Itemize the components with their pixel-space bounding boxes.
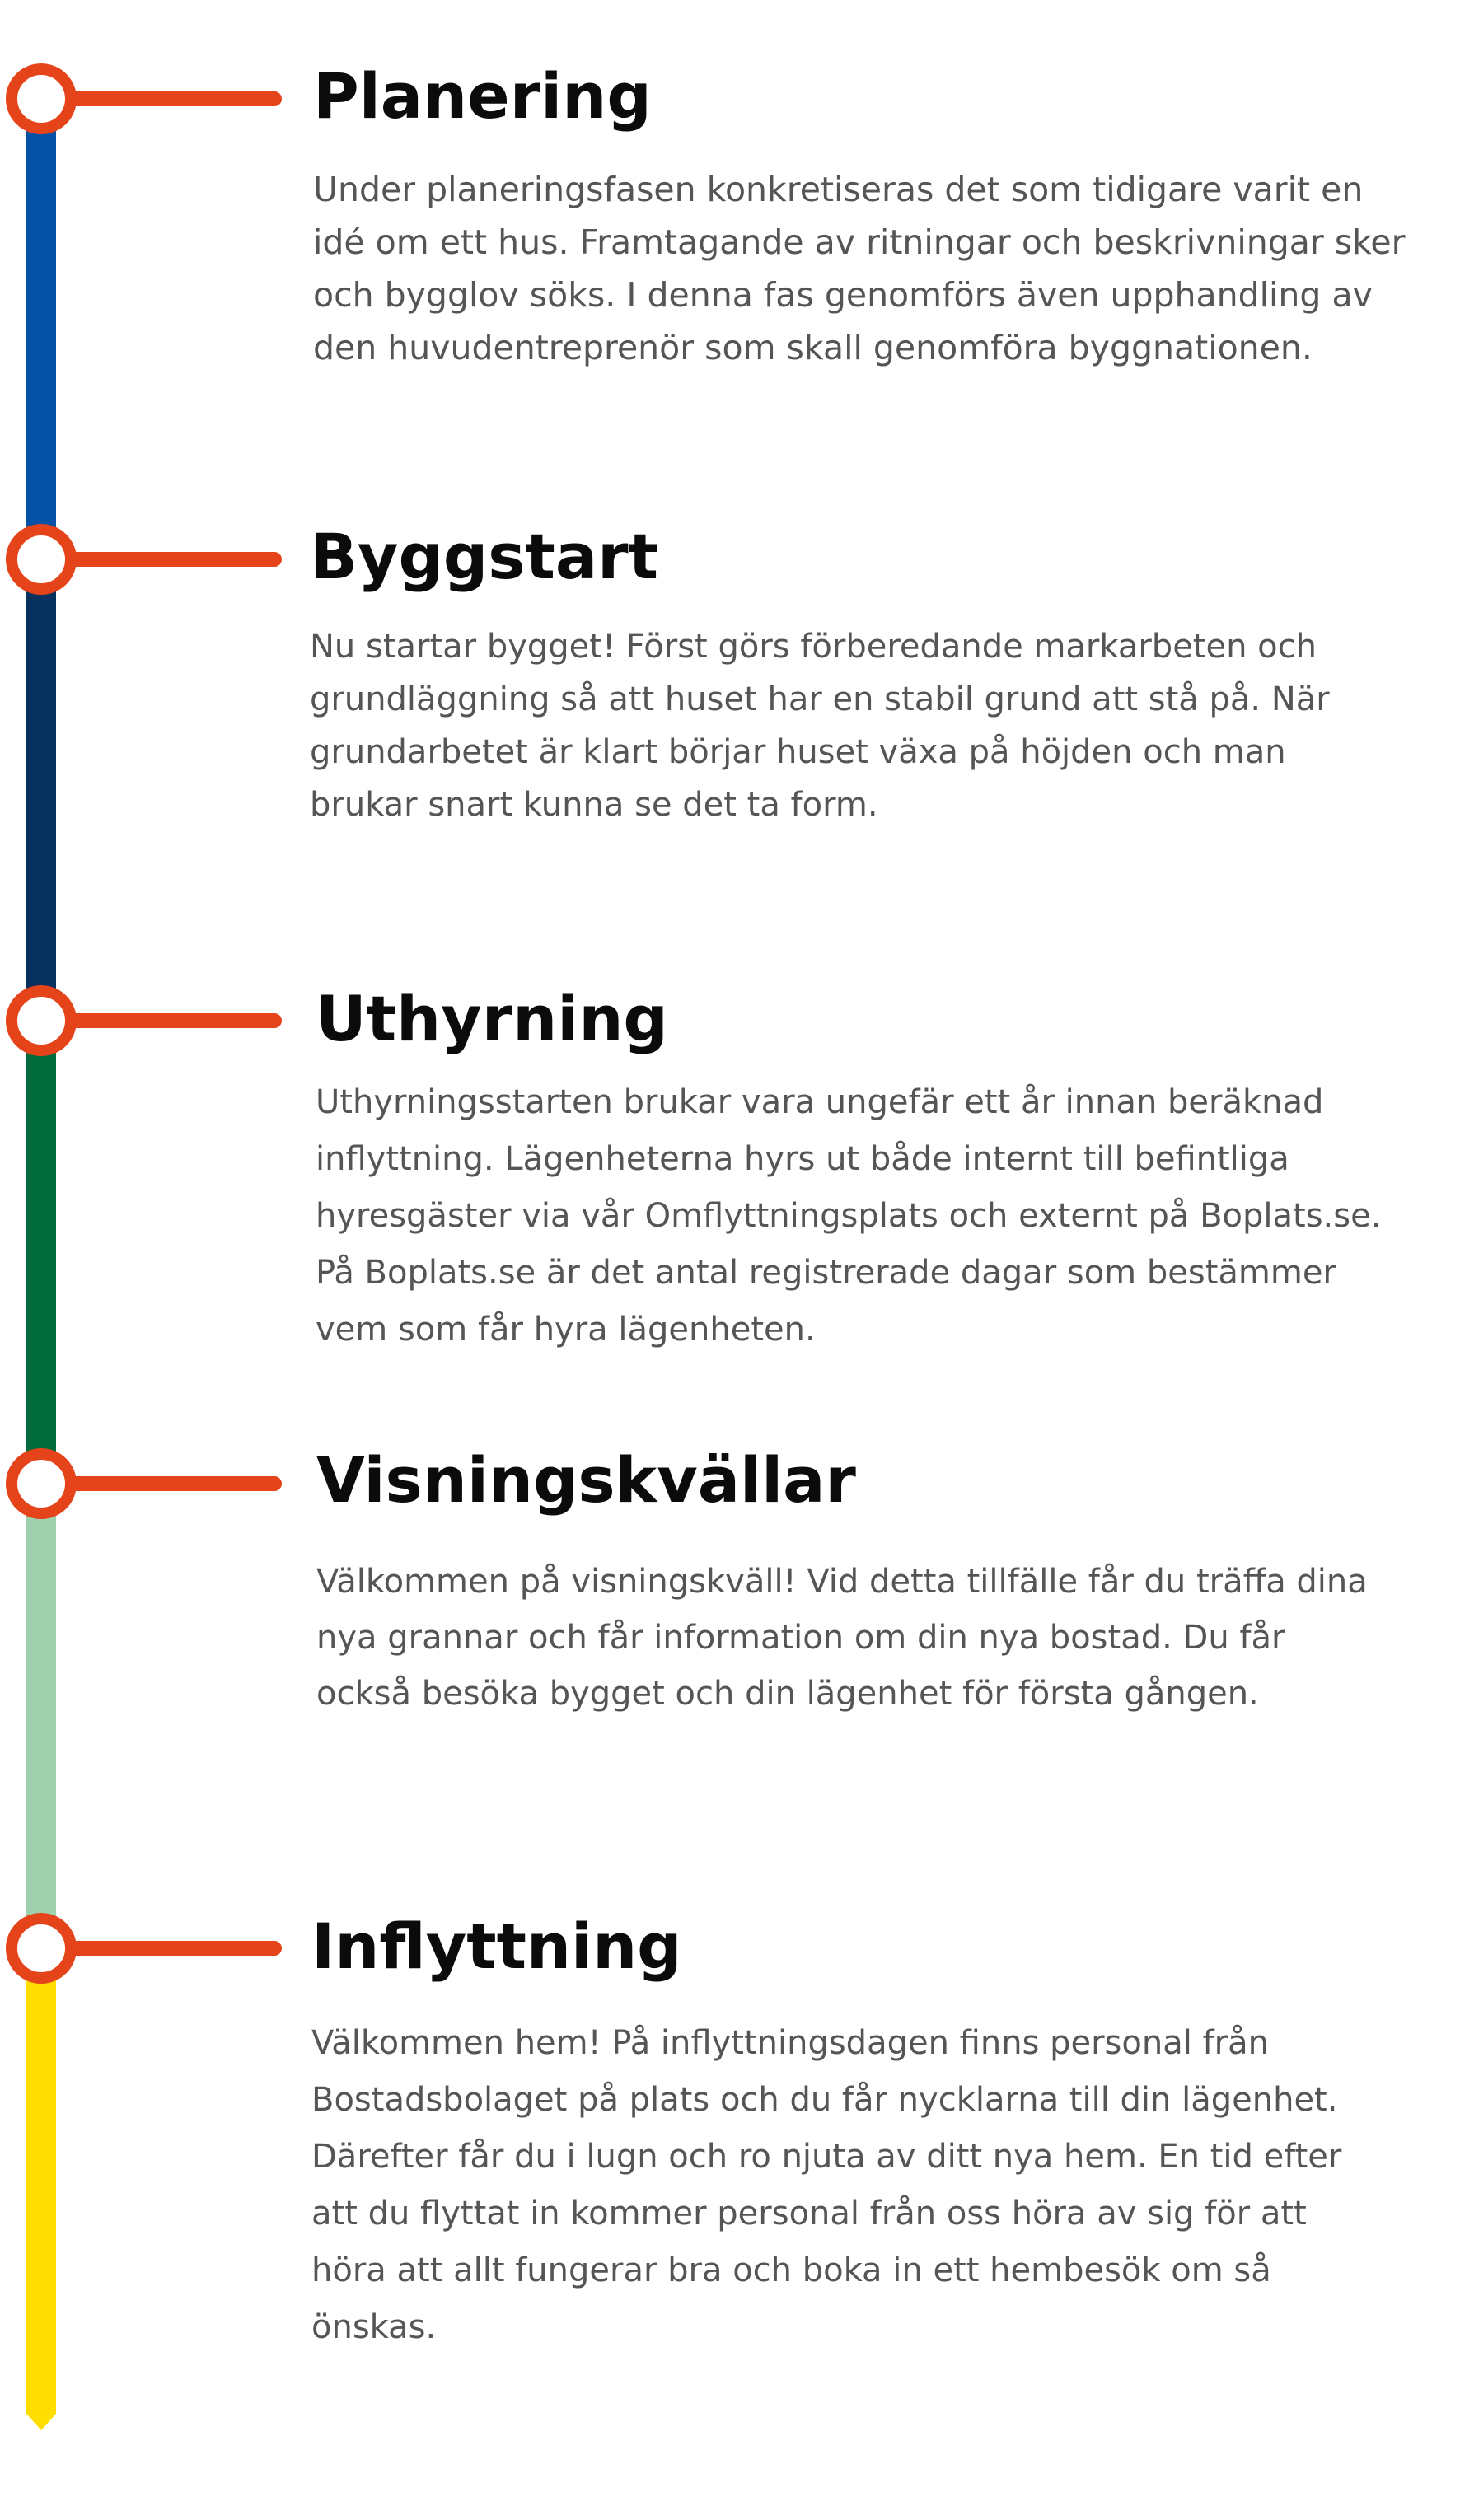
step-description: Uthyrningsstarten brukar vara ungefär ett år innan beräknad inflyttning. Lägenheterna hyrs ut både internt till befintliga hyresgäster via vår Omflyttningsplats och externt på Boplats.se. På Boplats.se är det antal registrerade dagar som bestämmer vem som får hyra lägenheten. <box>316 1083 1382 1349</box>
step-description: Under planeringsfasen konkretiseras det som tidigare varit en idé om ett hus. Framtagande av ritningar och beskrivningar sker och bygglov söks. I denna fas genomförs även upphandling av den huvudentreprenör som skall genomföra byggnationen. <box>313 170 1406 367</box>
timeline-segment-planering <box>26 99 56 560</box>
node-ring <box>12 1919 71 1978</box>
step-title: Planering <box>313 59 652 133</box>
node-ring <box>12 991 71 1050</box>
step-title: Inflyttning <box>311 1910 682 1983</box>
node-connector <box>58 1013 282 1028</box>
step-title: Byggstart <box>310 520 658 593</box>
node-ring <box>12 530 71 589</box>
timeline-segment-visningskvallar <box>26 1483 56 1944</box>
node-connector <box>58 1476 282 1491</box>
node-connector <box>58 1941 282 1956</box>
timeline-node-inflyttning <box>12 1919 282 1978</box>
timeline-segment-byggstart <box>26 560 56 1022</box>
node-ring <box>12 69 71 129</box>
step-inflyttning <box>311 1910 1407 2356</box>
node-connector <box>58 91 282 106</box>
timeline-node-uthyrning <box>12 991 282 1050</box>
node-connector <box>58 552 282 567</box>
step-description: Nu startar bygget! Först görs förberedande markarbeten och grundläggning så att huset har en stabil grund att stå på. När grundarbetet är klart börjar huset växa på höjden och man brukar snart kunna se det ta form. <box>310 628 1330 824</box>
timeline-node-visningskvallar <box>12 1454 282 1513</box>
step-description: Välkommen hem! På inflyttningsdagen finns personal från Bostadsbolaget på plats och du får nycklarna till din lägenhet. Därefter får du i lugn och ro njuta av ditt nya hem. En tid efter att du flyttat in kommer personal från oss höra av sig för att höra att allt fungerar bra och boka in ett hembesök om så önskas. <box>311 2024 1342 2346</box>
step-visningskvallar <box>316 1443 1412 1722</box>
step-description: Välkommen på visningskväll! Vid detta tillfälle får du träffa dina nya grannar och får information om din nya bostad. Du får också besöka bygget och din lägenhet för första gången. <box>316 1563 1368 1713</box>
timeline-segment-uthyrning <box>26 1022 56 1483</box>
timeline-node-planering <box>12 69 282 129</box>
step-byggstart <box>310 520 1406 831</box>
step-title: Uthyrning <box>316 982 668 1055</box>
step-title: Visningskvällar <box>316 1443 856 1517</box>
timeline-node-byggstart <box>12 530 282 589</box>
node-ring <box>12 1454 71 1513</box>
step-uthyrning <box>316 982 1411 1358</box>
step-planering <box>313 59 1409 374</box>
timeline-segment-inflyttning <box>26 1944 56 2430</box>
